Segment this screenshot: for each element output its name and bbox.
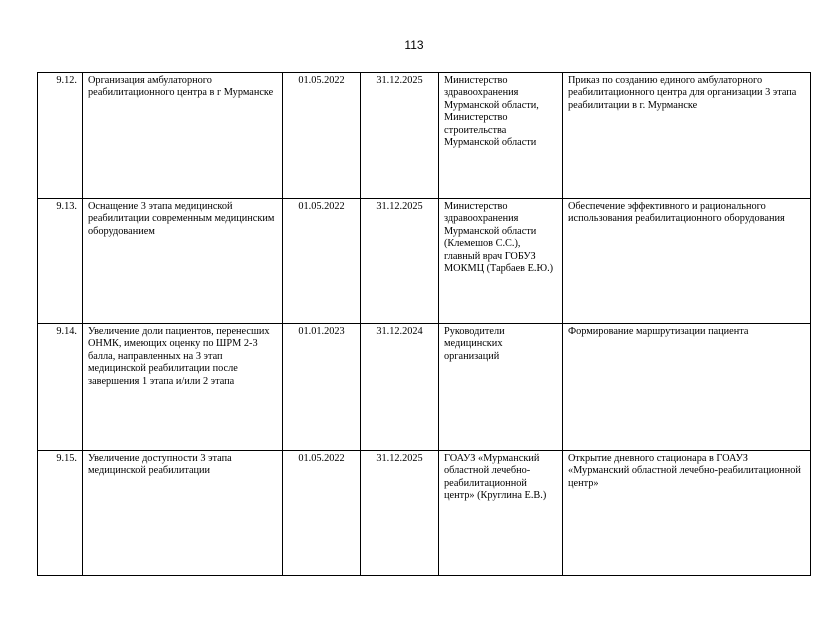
end-date-cell: 31.12.2025	[361, 73, 439, 199]
row-number: 9.14.	[38, 324, 83, 451]
start-date-cell: 01.05.2022	[283, 451, 361, 576]
end-date-cell: 31.12.2025	[361, 451, 439, 576]
result-cell: Формирование маршрутизации пациента	[563, 324, 811, 451]
row-number: 9.12.	[38, 73, 83, 199]
responsible-cell: ГОАУЗ «Мурманский областной лечебно-реабилитационной центр» (Круглина Е.В.)	[439, 451, 563, 576]
responsible-cell: Руководители медицинских организаций	[439, 324, 563, 451]
responsible-cell: Министерство здравоохранения Мурманской области (Клемешов С.С.), главный врач ГОБУЗ МОКМЦ (Тарбаев Е.Ю.)	[439, 199, 563, 324]
end-date-cell: 31.12.2025	[361, 199, 439, 324]
activity-cell: Увеличение доли пациентов, перенесших ОНМК, имеющих оценку по ШРМ 2-3 балла, направленных на 3 этап медицинской реабилитации после завершения 1 этапа и/или 2 этапа	[83, 324, 283, 451]
table-row	[38, 199, 811, 324]
table-row	[38, 324, 811, 451]
responsible-cell: Министерство здравоохранения Мурманской области, Министерство строительства Мурманской области	[439, 73, 563, 199]
activity-cell: Организация амбулаторного реабилитационного центра в г Мурманске	[83, 73, 283, 199]
row-number: 9.13.	[38, 199, 83, 324]
measures-table	[37, 72, 811, 576]
table-row	[38, 73, 811, 199]
start-date-cell: 01.01.2023	[283, 324, 361, 451]
page-number: 113	[404, 38, 424, 52]
start-date-cell: 01.05.2022	[283, 199, 361, 324]
result-cell: Приказ по созданию единого амбулаторного реабилитационного центра для организации 3 этапа реабилитации в г. Мурманске	[563, 73, 811, 199]
result-cell: Обеспечение эффективного и рационального использования реабилитационного оборудования	[563, 199, 811, 324]
activity-cell: Оснащение 3 этапа медицинской реабилитации современным медицинским оборудованием	[83, 199, 283, 324]
activity-cell: Увеличение доступности 3 этапа медицинской реабилитации	[83, 451, 283, 576]
table-row	[38, 451, 811, 576]
result-cell: Открытие дневного стационара в ГОАУЗ «Мурманский областной лечебно-реабилитационной центр»	[563, 451, 811, 576]
start-date-cell: 01.05.2022	[283, 73, 361, 199]
row-number: 9.15.	[38, 451, 83, 576]
end-date-cell: 31.12.2024	[361, 324, 439, 451]
